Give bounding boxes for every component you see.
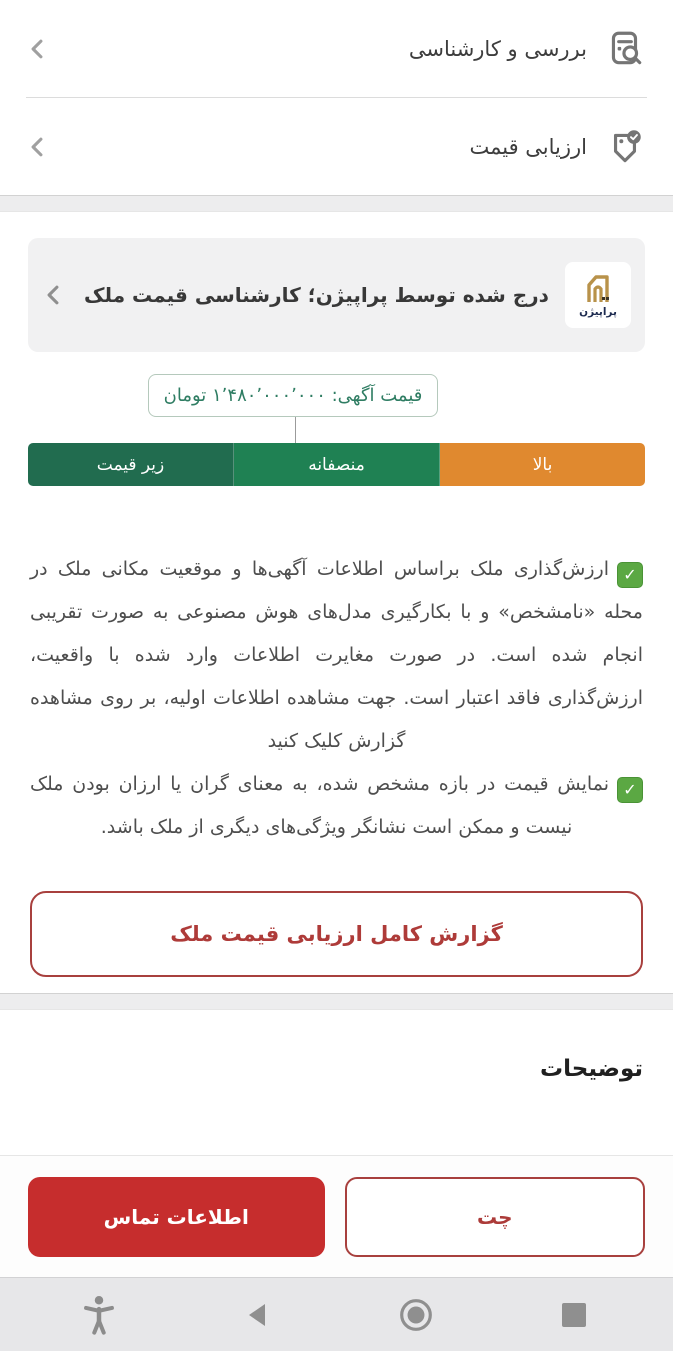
price-range-bar — [28, 443, 645, 486]
accessibility-icon[interactable] — [77, 1293, 121, 1337]
contact-info-button[interactable]: اطلاعات تماس — [28, 1177, 325, 1257]
back-button-icon[interactable] — [235, 1293, 279, 1337]
menu-item-price-evaluation[interactable] — [0, 98, 673, 195]
bar-segment-fair: منصفانه — [234, 443, 440, 486]
android-nav-bar — [0, 1277, 673, 1351]
evaluation-notes — [30, 548, 643, 849]
check-icon: ✓ — [617, 562, 643, 588]
full-report-button[interactable]: گزارش کامل ارزیابی قیمت ملک — [30, 891, 643, 977]
price-evaluation-widget — [0, 374, 673, 510]
provider-card-title: درج شده توسط پراپیژن؛ کارشناسی قیمت ملک — [84, 282, 549, 307]
chevron-left-icon — [42, 282, 64, 308]
check-icon: ✓ — [617, 777, 643, 803]
home-button-icon[interactable] — [394, 1293, 438, 1337]
price-tag-check-icon — [603, 125, 647, 169]
section-separator — [0, 195, 673, 212]
document-search-icon — [603, 27, 647, 71]
chat-button[interactable]: چت — [345, 1177, 646, 1257]
description-heading: توضیحات — [540, 1055, 643, 1082]
bar-segment-high: بالا — [440, 443, 645, 486]
note-text: ارزش‌گذاری ملک براساس اطلاعات آگهی‌ها و موقعیت مکانی ملک در محله «نامشخص» و با بکارگیری مدل‌های هوش مصنوعی به صورت تقریبی انجام شده است. در صورت مغایرت اطلاعات وارد شده با واقعیت، ارزش‌گذاری فاقد اعتبار است. جهت مشاهده اطلاعات اولیه، بر روی مشاهده گزارش کلیک کنید — [30, 558, 643, 752]
bottom-action-bar — [0, 1155, 673, 1277]
section-separator — [0, 993, 673, 1010]
listing-price-chip: قیمت آگهی: ۱٬۴۸۰٬۰۰۰٬۰۰۰ تومان — [148, 374, 438, 417]
propizhen-logo — [565, 262, 631, 328]
chevron-left-icon — [26, 134, 48, 160]
menu-item-label: بررسی و کارشناسی — [408, 36, 587, 61]
menu-item-label: ارزیابی قیمت — [469, 134, 587, 159]
menu-item-review-expertise[interactable] — [0, 0, 673, 97]
note-paragraph — [30, 548, 643, 763]
bar-segment-below-price: زیر قیمت — [28, 443, 234, 486]
note-paragraph — [30, 763, 643, 849]
recents-button-icon[interactable] — [552, 1293, 596, 1337]
chevron-left-icon — [26, 36, 48, 62]
provider-card[interactable] — [28, 238, 645, 352]
propizhen-logo-text: پراپیژن — [579, 305, 617, 318]
note-text: نمایش قیمت در بازه مشخص شده، به معنای گران یا ارزان بودن ملک نیست و ممکن است نشانگر ویژگی‌های دیگری از ملک باشد. — [30, 772, 609, 838]
price-pointer-line — [295, 417, 296, 443]
